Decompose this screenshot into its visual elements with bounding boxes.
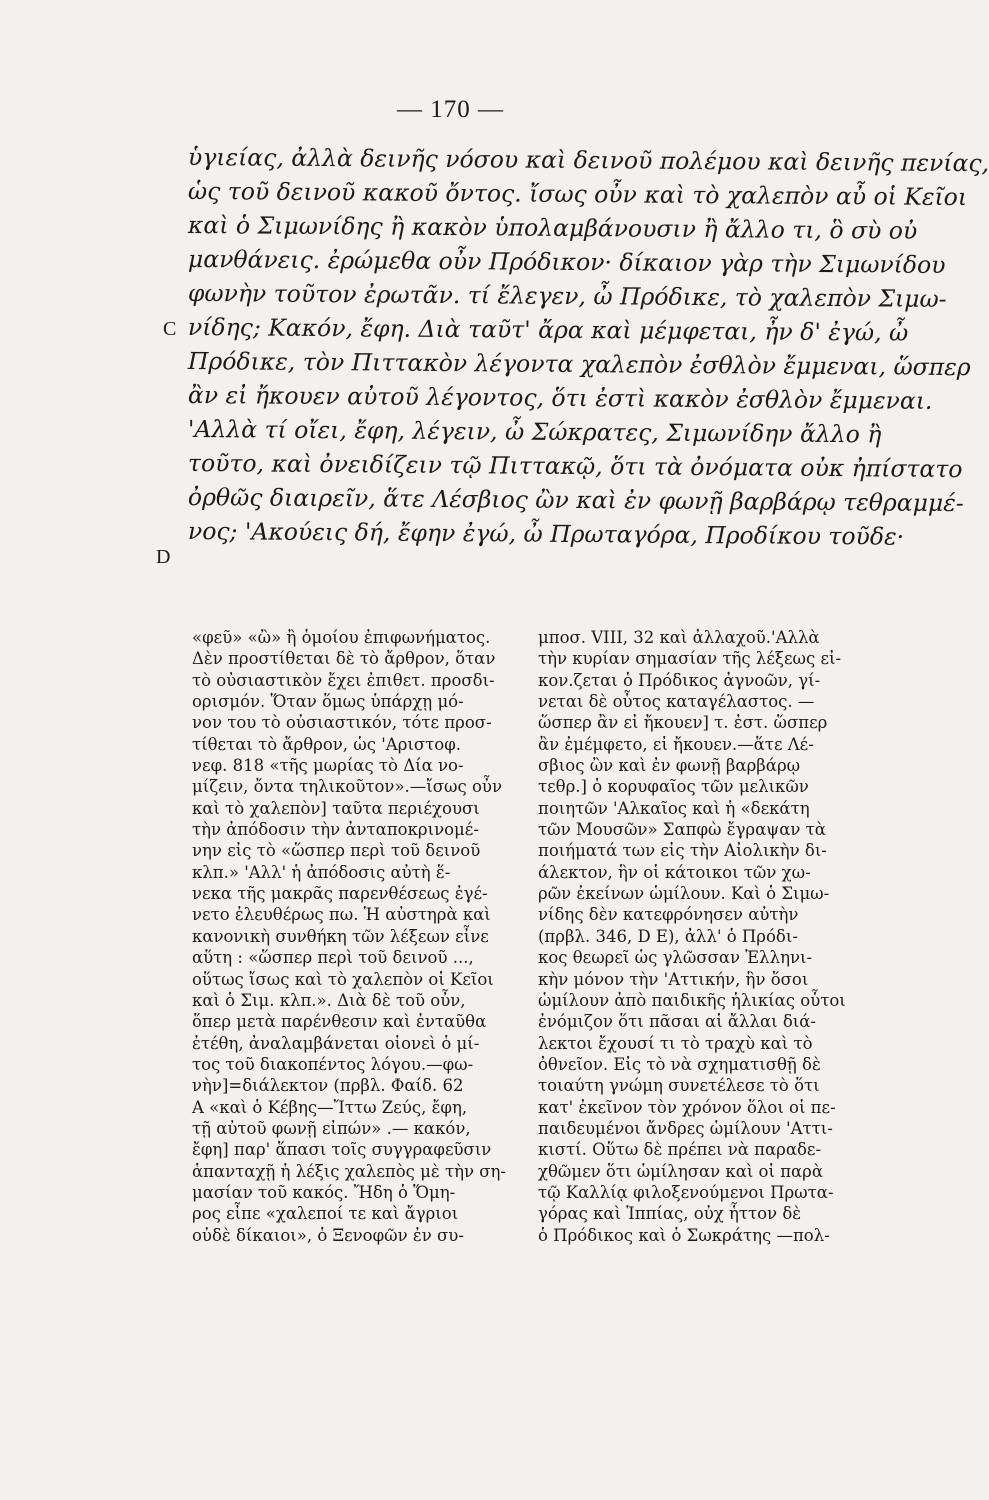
note-line: νεται δὲ οὗτος καταγέλαστος. — (538, 692, 815, 712)
note-line: ποιητῶν 'Αλκαῖος καὶ ἡ «δεκάτη (538, 798, 810, 818)
note-line: τίθεται τὸ ἄρθρον, ὡς 'Αριστοφ. (192, 734, 461, 754)
note-line: τῇ αὐτοῦ φωνῇ εἰπών» .— κακόν, (192, 1118, 471, 1138)
note-line: ἁπανταχῇ ἡ λέξις χαλεπὸς μὲ τὴν ση- (192, 1161, 506, 1181)
commentary-left-column (192, 627, 504, 1246)
note-line: ὀθνεῖον. Εἰς τὸ νὰ σχηματισθῇ δὲ (538, 1054, 821, 1074)
note-line: κος θεωρεῖ ὡς γλῶσσαν Ἑλληνι- (538, 948, 813, 968)
note-line: μποσ. VIII, 32 καὶ ἀλλαχοῦ.'Αλλὰ (538, 628, 820, 647)
note-line: σβιος ὢν καὶ ἐν φωνῇ βαρβάρῳ (538, 756, 801, 776)
note-line: τῶν Μουσῶν» Σαπφὼ ἔγραψαν τὰ (538, 820, 826, 840)
note-line: ορισμόν. Ὅταν ὅμως ὑπάρχῃ μό- (192, 692, 464, 712)
main-text-line: φωνὴν τοῦτον ἐρωτᾶν. τί ἔλεγεν, ὦ Πρόδικε, τὸ χαλεπὸν Σιμω- (187, 279, 947, 313)
note-line: ἔφη] παρ' ἅπασι τοῖς συγγραφεῦσιν (192, 1140, 492, 1160)
note-line: παιδευμένοι ἄνδρες ὡμίλουν 'Αττι- (538, 1118, 833, 1138)
note-line: αὕτη : «ὥσπερ περὶ τοῦ δεινοῦ ..., (192, 948, 474, 968)
note-line: νεκα τῆς μακρᾶς παρενθέσεως ἐγέ- (192, 884, 488, 904)
note-line: κλπ.» 'Αλλ' ἡ ἀπόδοσις αὐτὴ ἕ- (192, 862, 451, 882)
note-line: ἐνόμιζον ὅτι πᾶσαι αἱ ἄλλαι διά- (538, 1012, 816, 1032)
margin-letter-d: D (156, 546, 171, 568)
note-line: οὕτως ἴσως καὶ τὸ χαλεπὸν οἱ Κεῖοι (192, 969, 494, 989)
note-line: τὴν κυρίαν σημασίαν τῆς λέξεως εἰ- (538, 649, 842, 669)
note-line: οὐδὲ δίκαιοι», ὁ Ξενοφῶν ἐν συ- (192, 1225, 464, 1245)
note-line: (πρβλ. 346, D E), ἀλλ' ὁ Πρόδι- (538, 926, 798, 946)
note-line: άλεκτον, ἣν οἱ κάτοικοι τῶν χω- (538, 862, 811, 882)
note-line: τεθρ.] ὁ κορυφαῖος τῶν μελικῶν (538, 777, 809, 797)
note-line: τῷ Καλλίᾳ φιλοξενούμενοι Πρωτα- (538, 1182, 834, 1202)
main-text-line: τοῦτο, καὶ ὀνειδίζειν τῷ Πιττακῷ, ὅτι τὰ ὀνόματα οὐκ ἠπίστατο (187, 449, 963, 484)
note-line: νην εἰς τὸ «ὥσπερ περὶ τοῦ δεινοῦ (192, 841, 481, 861)
note-line: ὥσπερ ἂν εἰ ἤκουεν] τ. ἐστ. ὥσπερ (538, 713, 828, 733)
note-line: ὁ Πρόδικος καὶ ὁ Σωκράτης —πολ- (538, 1225, 830, 1245)
note-line: χθῶμεν ὅτι ὡμίλησαν καὶ οἱ παρὰ (538, 1161, 824, 1181)
main-text-line: ὡς τοῦ δεινοῦ κακοῦ ὄντος. ἴσως οὖν καὶ τὸ χαλεπὸν αὖ οἱ Κεῖοι (187, 177, 968, 212)
note-line: καὶ τὸ χαλεπὸν] ταῦτα περιέχουσι (192, 798, 480, 818)
main-text-line: μανθάνεις. ἐρώμεθα οὖν Πρόδικον· δίκαιον γὰρ τὴν Σιμωνίδου (187, 245, 946, 279)
note-line: καὶ ὁ Σιμ. κλπ.». Διὰ δὲ τοῦ οὖν, (192, 990, 466, 1010)
main-text-line: ἂν εἰ ἤκουεν αὐτοῦ λέγοντος, ὅτι ἐστὶ κακὸν ἐσθλὸν ἔμμεναι. (187, 381, 933, 415)
note-line: τος τοῦ διακοπέντος λόγου.—φω- (192, 1054, 474, 1074)
note-line: ὅπερ μετὰ παρένθεσιν καὶ ἐνταῦθα (192, 1012, 487, 1032)
note-line: νον του τὸ οὐσιαστικόν, τότε προσ- (192, 713, 492, 733)
main-text (187, 140, 989, 551)
note-line: ποιήματά των εἰς τὴν Αἰολικὴν δι- (538, 841, 827, 861)
note-line: τὸ οὐσιαστικὸν ἔχει ἐπιθετ. προσδι- (192, 670, 495, 690)
note-line: ἐτέθη, ἀναλαμβάνεται οἱονεὶ ὁ μί- (192, 1033, 480, 1053)
main-text-line: Πρόδικε, τὸν Πιττακὸν λέγοντα χαλεπὸν ἐσθλὸν ἔμμεναι, ὥσπερ (187, 347, 971, 382)
note-line: κιστί. Οὕτω δὲ πρέπει νὰ παραδε- (538, 1140, 822, 1160)
note-line: μίζειν, ὄντα τηλικοῦτον».—ἴσως οὖν (192, 777, 502, 797)
note-line: νὴν]=διάλεκτον (πρβλ. Φαίδ. 62 (192, 1076, 464, 1096)
note-line: γόρας καὶ Ἱππίας, οὐχ ἧττον δὲ (538, 1204, 802, 1224)
note-line: ἂν ἐμέμφετο, εἰ ἤκουεν.—ἅτε Λέ- (538, 734, 814, 754)
main-text-line: 'Αλλὰ τί οἴει, ἔφη, λέγειν, ὦ Σώκρατες, Σιμωνίδην ἄλλο ἢ (187, 415, 882, 449)
page-number: — 170 — (397, 96, 504, 123)
note-line: «φεῦ» «ὢ» ἢ ὁμοίου ἐπιφωνήματος. (192, 628, 491, 647)
note-line: ὡμίλουν ἀπὸ παιδικῆς ἡλικίας οὗτοι (538, 990, 846, 1010)
note-line: τοιαύτη γνώμη συνετέλεσε τὸ ὅτι (538, 1076, 820, 1096)
main-text-line: νος; 'Ακούεις δή, ἔφην ἐγώ, ὦ Πρωταγόρα, Προδίκου τοῦδε· (187, 517, 905, 551)
main-text-line: καὶ ὁ Σιμωνίδης ἢ κακὸν ὑπολαμβάνουσιν ἢ ἄλλο τι, ὃ σὺ οὐ (187, 211, 918, 245)
note-line: κὴν μόνον τὴν 'Αττικήν, ἣν ὅσοι (538, 969, 809, 989)
main-text-line: ὀρθῶς διαιρεῖν, ἅτε Λέσβιος ὢν καὶ ἐν φωνῇ βαρβάρῳ τεθραμμέ- (187, 483, 964, 518)
main-text-line: νίδης; Κακόν, ἔφη. Διὰ ταῦτ' ἄρα καὶ μέμφεται, ἦν δ' ἐγώ, ὦ (187, 313, 909, 347)
note-line: ρῶν ἐκείνων ὡμίλουν. Καὶ ὁ Σιμω- (538, 884, 830, 904)
note-line: Δὲν προστίθεται δὲ τὸ ἄρθρον, ὅταν (192, 649, 496, 669)
note-line: κανονικὴ συνθήκη τῶν λέξεων εἶνε (192, 926, 489, 946)
note-line: τὴν ἀπόδοσιν τὴν ἀνταποκρινομέ- (192, 820, 479, 840)
note-line: Α «καὶ ὁ Κέβης—Ἴττω Ζεύς, ἔφη, (192, 1097, 468, 1117)
note-line: νεφ. 818 «τῆς μωρίας τὸ Δία νο- (192, 756, 464, 776)
note-line: νίδης δὲν κατεφρόνησεν αὐτὴν (538, 905, 799, 925)
note-line: κον.ζεται ὁ Πρόδικος ἀγνοῶν, γί- (538, 670, 821, 690)
note-line: κατ' ἐκεῖνον τὸν χρόνον ὅλοι οἱ πε- (538, 1097, 836, 1117)
note-line: νετο ἐλευθέρως πω. Ἡ αὐστηρὰ καὶ (192, 905, 491, 925)
note-line: λεκτοι ἔχουσί τι τὸ τραχὺ καὶ τὸ (538, 1033, 813, 1053)
note-line: ρος εἶπε «χαλεποί τε καὶ ἄγριοι (192, 1204, 459, 1224)
margin-letter-c: C (163, 318, 177, 340)
main-text-line: ὑγιείας, ἀλλὰ δεινῆς νόσου καὶ δεινοῦ πολέμου καὶ δεινῆς πενίας, (187, 143, 989, 178)
commentary-right-column (538, 627, 878, 1246)
note-line: μασίαν τοῦ κακός. Ἤδη ὁ Ὅμη- (192, 1182, 456, 1202)
